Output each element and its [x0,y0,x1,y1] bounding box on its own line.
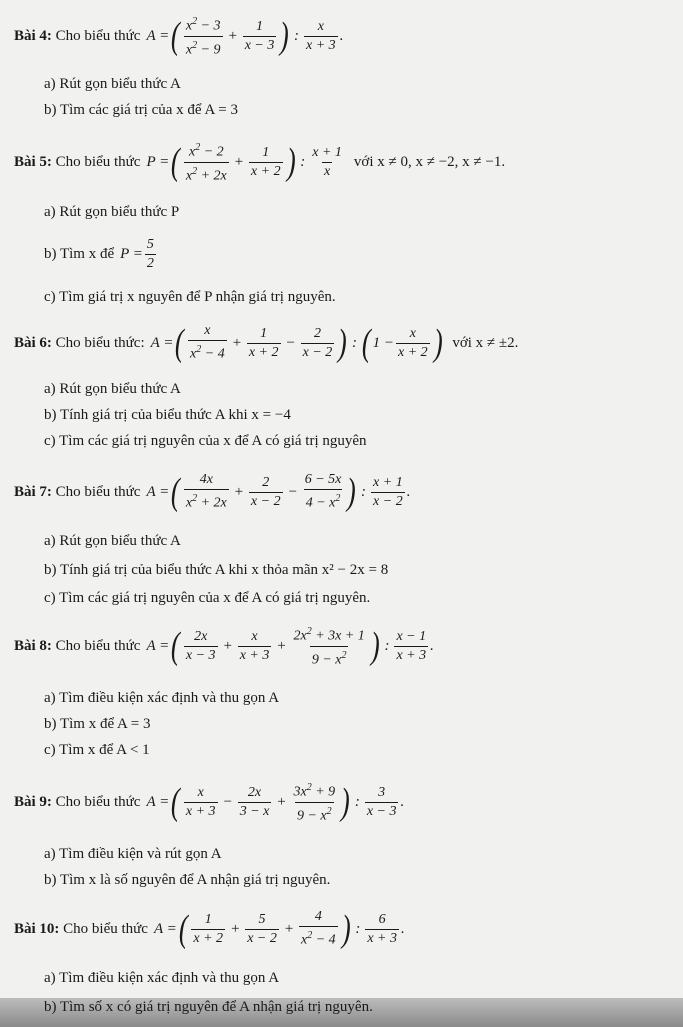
formula: A = ( $\frac{x}{x^2 - 4}$ + $\frac{1}{x + 2}$ − $\frac{2}{x - 2}$ ) : ( 1 − $\frac{x}{x + 2}$ ) [150,322,443,364]
exercise-9-part-b: b) Tìm x là số nguyên để A nhận giá trị nguyên. [44,872,331,888]
bottom-shadow-bar [0,998,683,1027]
exercise-label: Bài 10: [14,920,60,937]
exercise-8-part-c: c) Tìm x để A < 1 [44,742,150,758]
formula: A = ( $\frac{2x}{x - 3}$ + $\frac{x}{x + 3}$ + $\frac{2x^2 + 3x + 1}{9 - x^2}$ ) : $\frac{x - 1}{x + 3}$ . [146,625,434,668]
exercise-label: Bài 5: [14,153,52,170]
domain-condition: với x ≠ 0, x ≠ −2, x ≠ −1. [353,153,506,170]
exercise-8-part-a: a) Tìm điều kiện xác định và thu gọn A [44,690,280,706]
domain-condition: với x ≠ ±2. [452,334,519,351]
exercise-label: Bài 8: [14,637,52,654]
exercise-8-part-b: b) Tìm x để A = 3 [44,716,151,732]
formula: A = ( $\frac{1}{x + 2}$ + $\frac{5}{x - 2}$ + $\frac{4}{x^2 - 4}$ ) : $\frac{6}{x + 3}$ . [153,908,405,950]
formula: P = $\frac{5}{2}$ [120,236,154,271]
exercise-10-part-b: b) Tìm số x có giá trị nguyên để A nhận giá trị nguyên. [44,998,373,1015]
exercise-7-statement: Bài 7: Cho biểu thức A = ( $\frac{4x}{x^2 + 2x}$ + $\frac{2}{x - 2}$ − $\frac{6 - 5x}{4 - x^2}$ ) : $\frac{x + 1}{x - 2}$ . [14,471,411,513]
exercise-5-part-b: b) Tìm x để P = $\frac{5}{2}$ [44,232,158,276]
exercise-4-part-b: b) Tìm các giá trị của x để A = 3 [44,102,238,118]
exercise-label: Bài 7: [14,483,52,500]
exercise-label: Bài 4: [14,27,52,44]
exercise-5-statement: Bài 5: Cho biểu thức P = ( $\frac{x^2 - 2}{x^2 + 2x}$ + $\frac{1}{x + 2}$ ) : $\frac{x + 1}{x}$ với x ≠ 0, x ≠ −2, x ≠ −1. [14,141,506,184]
exercise-5-part-c: c) Tìm giá trị x nguyên để P nhận giá trị nguyên. [44,289,336,305]
exercise-4-statement: Bài 4: Cho biểu thức A = ( $\frac{x^2 - 3}{x^2 - 9}$ + $\frac{1}{x - 3}$ ) : $\frac{x}{x + 3}$ . [14,15,344,58]
exercise-7-part-c: c) Tìm các giá trị nguyên của x để A có giá trị nguyên. [44,590,371,606]
exercise-6-part-c: c) Tìm các giá trị nguyên của x để A có giá trị nguyên [44,433,367,449]
exercise-9-part-a: a) Tìm điều kiện và rút gọn A [44,846,222,862]
exercise-label: Bài 6: [14,334,52,351]
formula: P = ( $\frac{x^2 - 2}{x^2 + 2x}$ + $\frac{1}{x + 2}$ ) : $\frac{x + 1}{x}$ [146,141,342,184]
formula: A = ( $\frac{4x}{x^2 + 2x}$ + $\frac{2}{x - 2}$ − $\frac{6 - 5x}{4 - x^2}$ ) : $\frac{x + 1}{x - 2}$ . [146,471,411,513]
exercise-8-statement: Bài 8: Cho biểu thức A = ( $\frac{2x}{x - 3}$ + $\frac{x}{x + 3}$ + $\frac{2x^2 + 3x + 1}{9 - x^2}$ ) : $\frac{x - 1}{x + 3}$ . [14,625,434,668]
exercise-6-part-b: b) Tính giá trị của biểu thức A khi x = −4 [44,407,291,423]
exercise-6-part-a: a) Rút gọn biểu thức A [44,381,181,397]
formula: A = ( $\frac{x^2 - 3}{x^2 - 9}$ + $\frac{1}{x - 3}$ ) : $\frac{x}{x + 3}$ . [146,15,344,58]
exercise-label: Bài 9: [14,793,52,810]
exercise-10-part-a: a) Tìm điều kiện xác định và thu gọn A [44,970,280,986]
exercise-4-part-a: a) Rút gọn biểu thức A [44,76,181,92]
exercise-7-part-a: a) Rút gọn biểu thức A [44,533,181,549]
exercise-5-part-a: a) Rút gọn biểu thức P [44,204,180,220]
exercise-7-part-b: b) Tính giá trị của biểu thức A khi x thỏa mãn x² − 2x = 8 [44,562,389,578]
exercise-9-statement: Bài 9: Cho biểu thức A = ( $\frac{x}{x + 3}$ − $\frac{2x}{3 - x}$ + $\frac{3x^2 + 9}{9 - x^2}$ ) : $\frac{3}{x - 3}$ . [14,781,405,824]
exercise-10-statement: Bài 10: Cho biểu thức A = ( $\frac{1}{x + 2}$ + $\frac{5}{x - 2}$ + $\frac{4}{x^2 - 4}$ ) : $\frac{6}{x + 3}$ . [14,908,405,950]
formula: A = ( $\frac{x}{x + 3}$ − $\frac{2x}{3 - x}$ + $\frac{3x^2 + 9}{9 - x^2}$ ) : $\frac{3}{x - 3}$ . [146,781,405,824]
exercise-6-statement: Bài 6: Cho biểu thức: A = ( $\frac{x}{x^2 - 4}$ + $\frac{1}{x + 2}$ − $\frac{2}{x - 2}$ ) : ( 1 − $\frac{x}{x + 2}$ ) với x ≠ ±2. [14,322,519,364]
